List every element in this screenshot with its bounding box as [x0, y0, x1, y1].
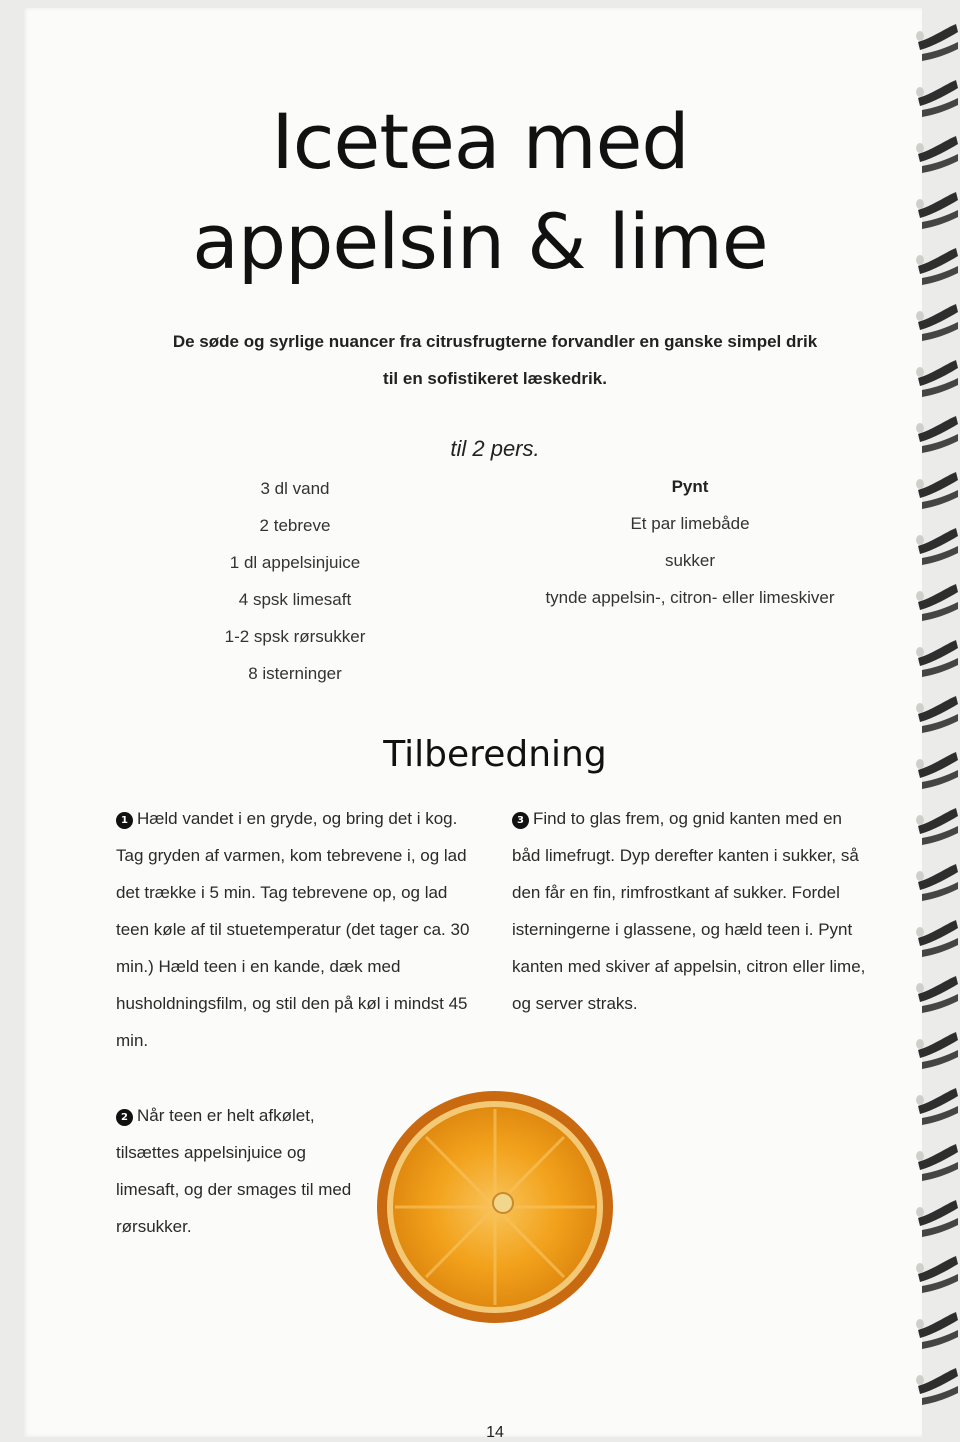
step-number-badge: 3 — [512, 812, 529, 829]
spiral-coil — [916, 24, 958, 61]
ingredient-item: 2 tebreve — [259, 516, 331, 535]
garnish-list — [510, 468, 870, 616]
method-step-2 — [116, 1097, 352, 1245]
method-step-1 — [116, 800, 476, 1059]
spiral-coil — [916, 696, 958, 733]
spiral-coil — [916, 1088, 958, 1125]
step-text: Find to glas frem, og gnid kanten med en båd limefrugt. Dyp derefter kanten i sukker, så den får en fin, rimfrostkant af sukker. Fordel isterningerne i glassene, og hæld teen i. Pynt kanten med skiver af appelsin, citron eller lime, og server straks. — [512, 809, 866, 1013]
spiral-coil — [916, 976, 958, 1013]
garnish-heading: Pynt — [671, 477, 709, 496]
page-number: 14 — [486, 1424, 504, 1441]
servings-label: til 2 pers. — [450, 436, 540, 461]
spiral-coil — [916, 1144, 958, 1181]
spiral-coil — [916, 1032, 958, 1069]
ingredient-item: 1 dl appelsinjuice — [229, 553, 361, 572]
ingredient-item: 4 spsk limesaft — [238, 590, 352, 609]
spiral-coil — [916, 584, 958, 621]
ingredient-item: 1-2 spsk rørsukker — [224, 627, 366, 646]
spiral-coil — [916, 1256, 958, 1293]
spiral-coil — [916, 472, 958, 509]
ingredient-item: 3 dl vand — [260, 479, 330, 498]
recipe-title — [0, 92, 960, 292]
step-text: Hæld vandet i en gryde, og bring det i kog. Tag gryden af varmen, kom tebrevene i, og lad det trække i 5 min. Tag tebrevene op, og lad teen køle af til stuetemperatur (det tager ca. 30 min.) Hæld teen i en kande, dæk med husholdningsfilm, og stil den på køl i mindst 45 min. — [116, 809, 470, 1050]
spiral-coil — [916, 304, 958, 341]
spiral-coil — [916, 1312, 958, 1349]
spiral-coil — [916, 640, 958, 677]
step-number-badge: 1 — [116, 812, 133, 829]
title-line-1: Icetea med — [271, 97, 689, 186]
spiral-coil — [916, 528, 958, 565]
spiral-coil — [916, 1368, 958, 1405]
spiral-coil — [916, 136, 958, 173]
spiral-coil — [916, 360, 958, 397]
spiral-coil — [916, 192, 958, 229]
spiral-coil — [916, 864, 958, 901]
step-text: Når teen er helt afkølet, tilsættes appelsinjuice og limesaft, og der smages til med rørsukker. — [116, 1106, 352, 1236]
spiral-coil — [916, 1200, 958, 1237]
spiral-binding-icon — [912, 0, 960, 1437]
method-heading: Tilberedning — [383, 734, 607, 775]
intro-line-2: til en sofistikeret læskedrik. — [383, 369, 607, 388]
title-line-2: appelsin & lime — [192, 197, 768, 286]
orange-core — [493, 1193, 513, 1213]
intro-line-1: De søde og syrlige nuancer fra citrusfrugterne forvandler en ganske simpel drik — [172, 332, 818, 351]
spiral-coil — [916, 248, 958, 285]
ingredient-item: 8 isterninger — [248, 664, 342, 683]
spiral-coil — [916, 808, 958, 845]
recipe-intro — [110, 323, 880, 397]
spiral-coil — [916, 80, 958, 117]
garnish-item: sukker — [664, 551, 716, 570]
garnish-item: tynde appelsin-, citron- eller limeskiver — [545, 588, 835, 607]
garnish-item: Et par limebåde — [630, 514, 750, 533]
method-step-3 — [512, 800, 872, 1022]
spiral-coil — [916, 920, 958, 957]
spiral-coil — [916, 416, 958, 453]
spiral-coil — [916, 752, 958, 789]
ingredient-list — [195, 470, 395, 692]
orange-slice-photo — [370, 1085, 620, 1330]
step-number-badge: 2 — [116, 1109, 133, 1126]
